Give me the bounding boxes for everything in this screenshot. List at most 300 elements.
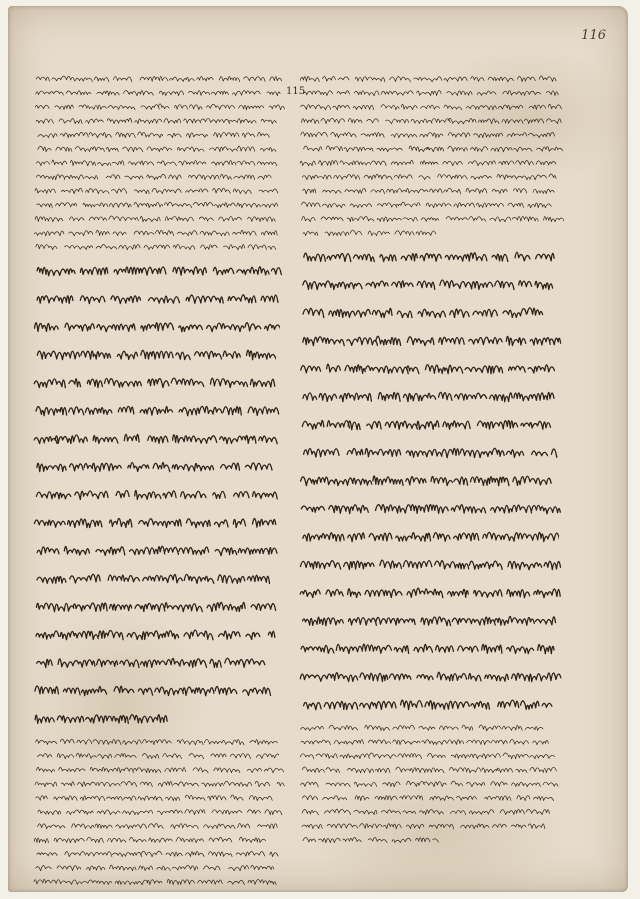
ink-word [448, 133, 470, 138]
ink-word [500, 809, 524, 814]
ink-word [37, 463, 66, 471]
ink-word [469, 673, 482, 681]
ink-word [37, 204, 53, 208]
ink-word [375, 768, 390, 773]
ink-word [340, 393, 372, 402]
ink-word [247, 350, 276, 359]
ink-word [248, 245, 266, 250]
ink-word [86, 852, 112, 857]
ink-word [316, 754, 337, 759]
ink-word [251, 865, 274, 869]
ink-word [188, 175, 219, 180]
ink-word [255, 781, 270, 787]
ink-word [495, 616, 535, 625]
ink-word [256, 754, 279, 759]
ink-word [84, 463, 121, 471]
ink-word [528, 132, 554, 137]
ink-word [168, 133, 182, 137]
ink-word [204, 739, 226, 744]
ink-word [378, 392, 400, 401]
handwritten-line [298, 749, 563, 762]
ink-word [406, 781, 424, 786]
ink-word [225, 658, 265, 667]
ink-word [547, 673, 561, 681]
ink-word [123, 91, 153, 96]
ink-word [536, 161, 556, 165]
handwritten-line [298, 441, 563, 463]
ink-word [469, 561, 502, 569]
handwritten-line [298, 301, 563, 323]
ink-word [344, 561, 374, 569]
ink-word [423, 782, 446, 787]
ink-word [253, 492, 278, 499]
handwritten-line [32, 763, 297, 776]
ink-word [526, 809, 549, 814]
ink-word [58, 659, 95, 667]
ink-word [36, 175, 64, 180]
ink-word [533, 740, 549, 745]
ink-word [527, 308, 542, 315]
ink-word [436, 645, 454, 652]
ink-word [34, 838, 48, 843]
handwritten-line [298, 819, 563, 832]
ink-word [429, 824, 454, 829]
ink-word [492, 824, 506, 827]
ink-word [60, 739, 74, 744]
ink-word [36, 796, 48, 801]
ink-word [300, 674, 326, 681]
ink-word [56, 147, 72, 151]
ink-word [507, 646, 534, 654]
ink-word [237, 161, 255, 166]
ink-word [72, 824, 95, 829]
ink-word [277, 782, 284, 786]
ink-word [430, 796, 454, 801]
ink-word [406, 451, 423, 457]
ink-word [185, 795, 205, 800]
ink-word [474, 590, 502, 598]
ink-word [239, 105, 264, 110]
ink-word [113, 852, 142, 856]
ink-word [334, 740, 363, 745]
ink-word [38, 146, 51, 151]
ink-word [331, 132, 357, 137]
ink-word [394, 174, 412, 178]
ink-word [61, 782, 74, 786]
ink-word [215, 548, 237, 556]
ink-word [393, 740, 420, 745]
ink-word [258, 132, 270, 137]
ink-word [302, 796, 317, 800]
ink-word [141, 851, 162, 857]
ink-word [302, 119, 319, 124]
ink-word [140, 76, 168, 81]
ink-word [157, 810, 182, 815]
ink-word [376, 336, 401, 345]
ink-word [108, 838, 126, 842]
ink-word [65, 245, 93, 249]
ink-word [417, 675, 433, 680]
ink-word [37, 603, 74, 612]
ink-word [34, 437, 57, 444]
ink-word [221, 463, 240, 470]
ink-word [530, 767, 557, 772]
ink-word [90, 767, 113, 772]
ink-word [303, 617, 344, 625]
ink-word [542, 703, 552, 707]
ink-word [70, 217, 85, 221]
ink-word [366, 366, 408, 374]
ink-word [110, 604, 132, 610]
ink-word [37, 767, 55, 772]
ink-word [35, 715, 54, 723]
ink-word [234, 175, 255, 180]
ink-word [369, 533, 392, 541]
handwritten-line [32, 315, 297, 337]
ink-word [179, 406, 222, 415]
ink-word [418, 309, 446, 317]
ink-word [86, 408, 112, 415]
ink-word [135, 491, 161, 500]
ink-word [533, 797, 547, 801]
ink-word [257, 824, 277, 829]
folio-number: 116 [581, 28, 606, 43]
ink-word [385, 421, 417, 429]
ink-word [38, 753, 52, 757]
ink-word [513, 147, 532, 151]
handwritten-line [32, 889, 297, 892]
ink-word [497, 768, 513, 773]
ink-word [345, 188, 366, 193]
ink-word [245, 463, 272, 470]
ink-word [186, 519, 210, 528]
ink-word [109, 216, 139, 221]
ink-word [445, 253, 487, 261]
handwritten-line [32, 623, 297, 645]
ink-word [417, 421, 439, 430]
ink-word [528, 365, 554, 373]
handwritten-line [32, 100, 297, 113]
ink-word [507, 133, 527, 137]
left-main-text [32, 259, 297, 729]
ink-word [265, 768, 284, 773]
handwritten-line [298, 777, 563, 790]
ink-word [420, 133, 443, 138]
ink-word [111, 189, 126, 194]
ink-word [247, 768, 261, 772]
ink-word [214, 203, 235, 208]
ink-word [37, 547, 59, 555]
ink-word [95, 824, 112, 829]
ink-word [165, 216, 193, 221]
ink-word [82, 880, 112, 885]
ink-word [303, 308, 324, 317]
ink-word [422, 740, 447, 745]
ink-word [239, 837, 265, 843]
ink-word [391, 160, 413, 165]
ink-word [421, 218, 439, 222]
ink-word [360, 701, 396, 709]
ink-word [395, 231, 414, 236]
ink-word [419, 176, 430, 180]
ink-word [233, 91, 261, 96]
ink-word [224, 781, 252, 786]
ink-word [123, 147, 143, 152]
handwritten-line [298, 357, 563, 379]
ink-word [512, 673, 547, 681]
ink-word [195, 351, 222, 359]
handwritten-line [32, 198, 297, 211]
ink-word [376, 505, 412, 513]
ink-word [381, 105, 399, 110]
ink-word [107, 797, 123, 801]
ink-word [303, 837, 316, 842]
handwritten-line [32, 777, 297, 790]
ink-word [230, 754, 250, 759]
ink-word [93, 436, 118, 444]
ink-word [303, 533, 344, 541]
handwritten-line [32, 707, 297, 729]
ink-word [302, 824, 322, 828]
ink-word [157, 866, 171, 870]
ink-word [423, 448, 459, 457]
ink-word [448, 118, 476, 123]
ink-word [139, 866, 153, 871]
ink-word [177, 740, 203, 745]
ink-word [141, 323, 174, 331]
ink-word [361, 132, 384, 137]
ink-word [355, 796, 369, 801]
ink-word [300, 161, 315, 166]
ink-word [326, 783, 350, 787]
ink-word [300, 590, 320, 598]
ink-word [371, 161, 386, 166]
ink-word [421, 617, 451, 626]
ink-word [179, 325, 203, 332]
ink-word [533, 189, 554, 193]
ink-word [218, 631, 240, 639]
ink-word [327, 673, 358, 682]
ink-word [215, 687, 237, 695]
ink-word [189, 105, 202, 110]
ink-word [96, 547, 125, 556]
ink-word [419, 726, 435, 730]
ink-word [52, 76, 75, 81]
ink-word [375, 796, 397, 800]
ink-word [401, 104, 417, 109]
ink-word [147, 147, 172, 152]
ink-word [389, 674, 411, 680]
ink-word [169, 77, 194, 81]
ink-word [69, 231, 93, 236]
ink-word [386, 119, 409, 124]
ink-word [199, 217, 213, 221]
ink-word [471, 77, 484, 82]
ink-word [176, 352, 190, 359]
ink-word [326, 146, 342, 151]
ink-word [140, 782, 152, 787]
ink-word [106, 175, 120, 179]
ink-word [451, 781, 463, 786]
ink-word [433, 533, 450, 542]
ink-word [138, 796, 163, 801]
parchment-leaf [8, 6, 628, 892]
ink-word [169, 175, 182, 180]
ink-word [380, 560, 402, 568]
handwritten-line [32, 791, 297, 804]
ink-word [186, 133, 208, 138]
ink-word [76, 753, 96, 758]
handwritten-line [298, 114, 563, 127]
ink-word [149, 631, 179, 639]
ink-word [214, 768, 240, 773]
ink-word [200, 231, 229, 236]
ink-word [55, 105, 74, 110]
ink-word [301, 645, 334, 653]
ink-word [89, 217, 106, 220]
handwritten-line [32, 287, 297, 309]
ink-word [394, 646, 408, 654]
ink-word [300, 726, 323, 731]
ink-word [38, 824, 65, 829]
ink-word [334, 174, 360, 179]
ink-word [77, 782, 95, 787]
ink-word [147, 174, 166, 179]
ink-word [34, 879, 51, 884]
ink-word [110, 518, 132, 527]
ink-word [373, 476, 403, 485]
ink-word [260, 148, 276, 152]
ink-word [166, 658, 206, 667]
ink-word [35, 188, 56, 193]
ink-word [65, 323, 94, 331]
ink-word [75, 78, 92, 82]
ink-word [149, 296, 180, 303]
ink-word [166, 852, 182, 856]
ink-word [185, 809, 205, 814]
ink-word [269, 105, 284, 110]
ink-word [35, 686, 59, 694]
ink-word [206, 104, 234, 109]
ink-word [85, 176, 98, 180]
ink-word [186, 851, 205, 856]
ink-word [478, 119, 499, 124]
ink-word [529, 105, 546, 110]
ink-word [406, 824, 424, 828]
ink-word [325, 809, 351, 814]
ink-word [179, 547, 209, 555]
ink-word [383, 824, 401, 829]
ink-word [485, 674, 509, 681]
ink-word [482, 768, 499, 773]
ink-word [188, 91, 210, 96]
ink-word [380, 255, 396, 262]
left-top-scholia [32, 72, 297, 253]
ink-word [364, 174, 392, 179]
ink-word [360, 673, 388, 682]
ink-word [73, 603, 107, 611]
ink-word [354, 782, 377, 787]
ink-word [482, 644, 502, 653]
ink-word [454, 203, 475, 208]
handwritten-line [32, 226, 297, 239]
ink-word [247, 810, 260, 814]
ink-word [220, 174, 231, 179]
ink-word [164, 202, 191, 208]
ink-word [465, 366, 503, 374]
ink-word [446, 217, 468, 221]
ink-word [173, 267, 206, 275]
ink-word [198, 880, 223, 884]
ink-word [444, 77, 467, 82]
ink-word [36, 119, 53, 123]
handwritten-line [298, 469, 563, 491]
ink-word [347, 216, 374, 221]
ink-word [52, 379, 65, 388]
handwritten-line [298, 805, 563, 818]
ink-word [224, 245, 245, 250]
ink-word [34, 520, 65, 527]
ink-word [407, 588, 443, 598]
ink-word [108, 106, 135, 110]
ink-word [497, 175, 517, 180]
ink-word [455, 281, 493, 289]
ink-word [114, 686, 134, 693]
ink-word [521, 421, 551, 429]
ink-word [80, 267, 107, 275]
ink-word [246, 632, 260, 639]
ink-word [444, 105, 462, 110]
ink-word [462, 725, 473, 730]
ink-word [544, 561, 560, 569]
ink-word [35, 323, 59, 332]
ink-word [514, 189, 527, 193]
ink-word [110, 865, 137, 871]
handwritten-line [32, 259, 297, 281]
ink-word [57, 716, 84, 723]
handwritten-line [32, 240, 297, 253]
ink-word [210, 147, 238, 152]
ink-word [119, 245, 140, 250]
ink-word [483, 532, 522, 541]
ink-word [491, 147, 512, 152]
ink-word [398, 753, 422, 758]
ink-word [427, 753, 445, 757]
ink-word [396, 767, 413, 773]
ink-word [455, 393, 487, 400]
ink-word [532, 505, 561, 513]
ink-word [112, 161, 124, 166]
ink-word [108, 575, 139, 582]
ink-word [479, 725, 501, 731]
ink-word [93, 739, 121, 744]
ink-word [87, 837, 104, 843]
ink-word [36, 162, 49, 166]
handwritten-line [298, 693, 563, 715]
handwritten-line [298, 637, 563, 659]
ink-word [372, 308, 392, 317]
ink-word [521, 701, 540, 709]
ink-word [514, 392, 554, 400]
ink-word [36, 77, 49, 81]
ink-word [324, 701, 358, 709]
ink-word [36, 740, 57, 745]
ink-word [130, 715, 168, 723]
ink-word [304, 702, 322, 709]
ink-word [376, 617, 415, 625]
ink-word [165, 797, 179, 801]
ink-word [403, 393, 435, 401]
